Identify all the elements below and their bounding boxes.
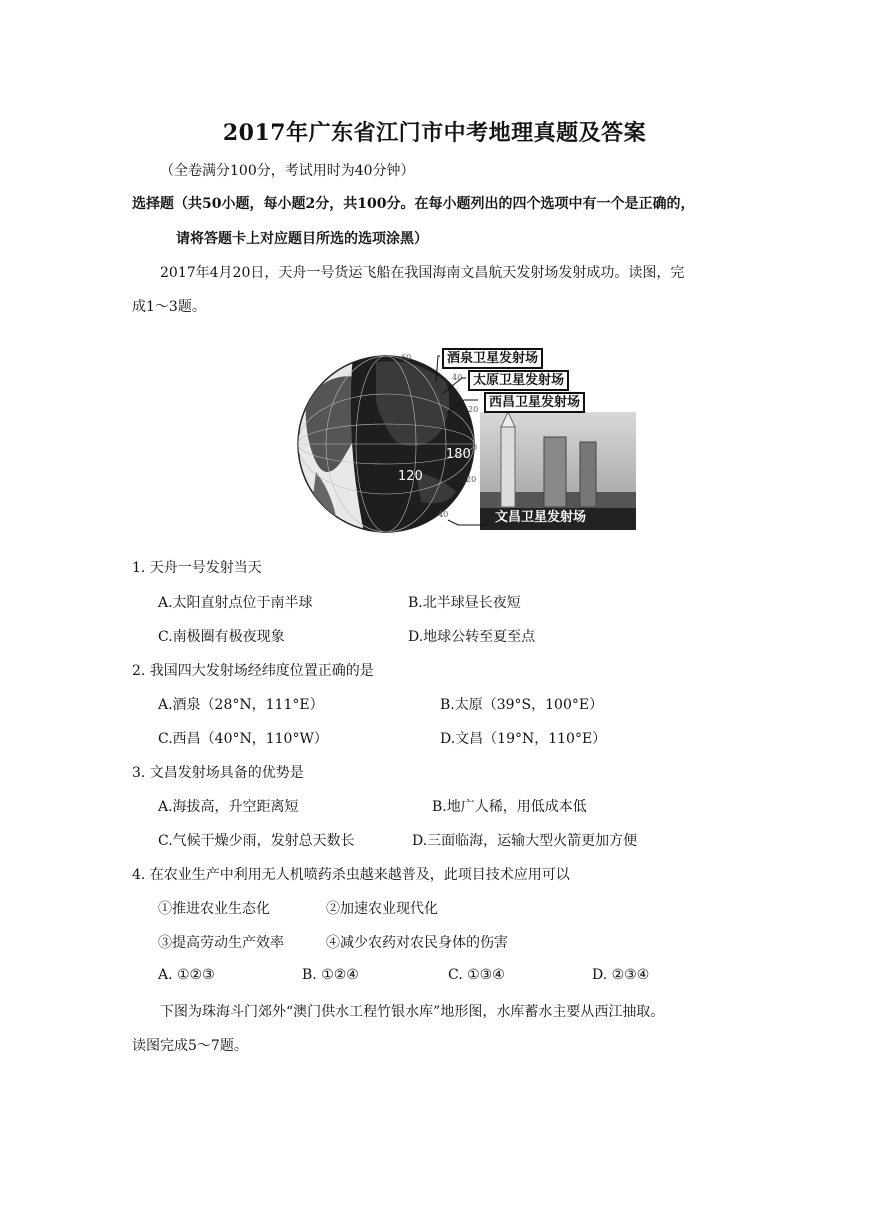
q4-item-1: ①推进农业生态化 xyxy=(158,901,270,917)
label-taiyuan: 太原卫星发射场 xyxy=(468,370,569,391)
question-3-stem: 3. 文昌发射场具备的优势是 xyxy=(132,765,304,781)
q3-option-d: D.三面临海，运输大型火箭更加方便 xyxy=(412,833,638,849)
q1-option-a: A.太阳直射点位于南半球 xyxy=(158,595,313,611)
q3-option-c: C.气候干燥少雨，发射总天数长 xyxy=(158,833,355,849)
q2-option-b: B.太原（39°S，100°E） xyxy=(440,697,604,713)
q4-option-a: A. ①②③ xyxy=(158,967,215,983)
q1-option-d: D.地球公转至夏至点 xyxy=(408,629,536,645)
intro2-paragraph-line-2: 读图完成5～7题。 xyxy=(132,1038,248,1054)
svg-text:180: 180 xyxy=(446,447,471,462)
svg-text:40: 40 xyxy=(452,373,463,382)
question-2-stem: 2. 我国四大发射场经纬度位置正确的是 xyxy=(132,663,374,679)
q4-item-4: ④减少农药对农民身体的伤害 xyxy=(326,935,508,951)
label-wenchang: 文昌卫星发射场 xyxy=(495,510,587,525)
q2-option-a: A.酒泉（28°N，111°E） xyxy=(158,697,324,713)
q4-item-2: ②加速农业现代化 xyxy=(326,901,438,917)
question-4-stem: 4. 在农业生产中利用无人机喷药杀虫越来越普及，此项目技术应用可以 xyxy=(132,867,570,883)
label-jiuquan: 酒泉卫星发射场 xyxy=(442,348,543,369)
q4-option-c: C. ①③④ xyxy=(448,967,505,983)
q1-option-b: B.北半球昼长夜短 xyxy=(408,595,521,611)
intro-paragraph-line-2: 成1～3题。 xyxy=(132,299,206,315)
launch-sites-figure xyxy=(296,342,636,538)
q4-item-3: ③提高劳动生产效率 xyxy=(158,935,284,951)
intro2-paragraph-line-1: 下图为珠海斗门郊外“澳门供水工程竹银水库”地形图，水库蓄水主要从西江抽取。 xyxy=(160,1004,665,1020)
q1-option-c: C.南极圈有极夜现象 xyxy=(158,629,285,645)
q4-option-d: D. ②③④ xyxy=(592,967,650,983)
instructions-line-2: 请将答题卡上对应题目所选的选项涂黑） xyxy=(176,231,428,247)
page-title: 2017年广东省江门市中考地理真题及答案 xyxy=(222,120,647,146)
question-1-stem: 1. 天舟一号发射当天 xyxy=(132,560,262,576)
q4-option-b: B. ①②④ xyxy=(302,967,359,983)
svg-text:40: 40 xyxy=(438,510,449,519)
svg-text:60: 60 xyxy=(401,353,412,362)
instructions-line-1: 选择题（共50小题，每小题2分，共100分。在每小题列出的四个选项中有一个是正确的， xyxy=(132,196,695,212)
q3-option-a: A.海拔高，升空距离短 xyxy=(158,799,299,815)
label-xichang: 西昌卫星发射场 xyxy=(484,392,585,413)
svg-text:20: 20 xyxy=(468,405,479,414)
svg-text:20: 20 xyxy=(466,475,477,484)
q2-option-c: C.西昌（40°N，110°W） xyxy=(158,731,328,747)
q3-option-b: B.地广人稀，用低成本低 xyxy=(432,799,587,815)
q2-option-d: D.文昌（19°N，110°E） xyxy=(440,731,607,747)
svg-text:0: 0 xyxy=(472,443,478,452)
svg-text:120: 120 xyxy=(398,469,423,484)
exam-subtitle: （全卷满分100分，考试用时为40分钟） xyxy=(160,163,415,179)
intro-paragraph-line-1: 2017年4月20日，天舟一号货运飞船在我国海南文昌航天发射场发射成功。读图，完 xyxy=(160,265,685,281)
